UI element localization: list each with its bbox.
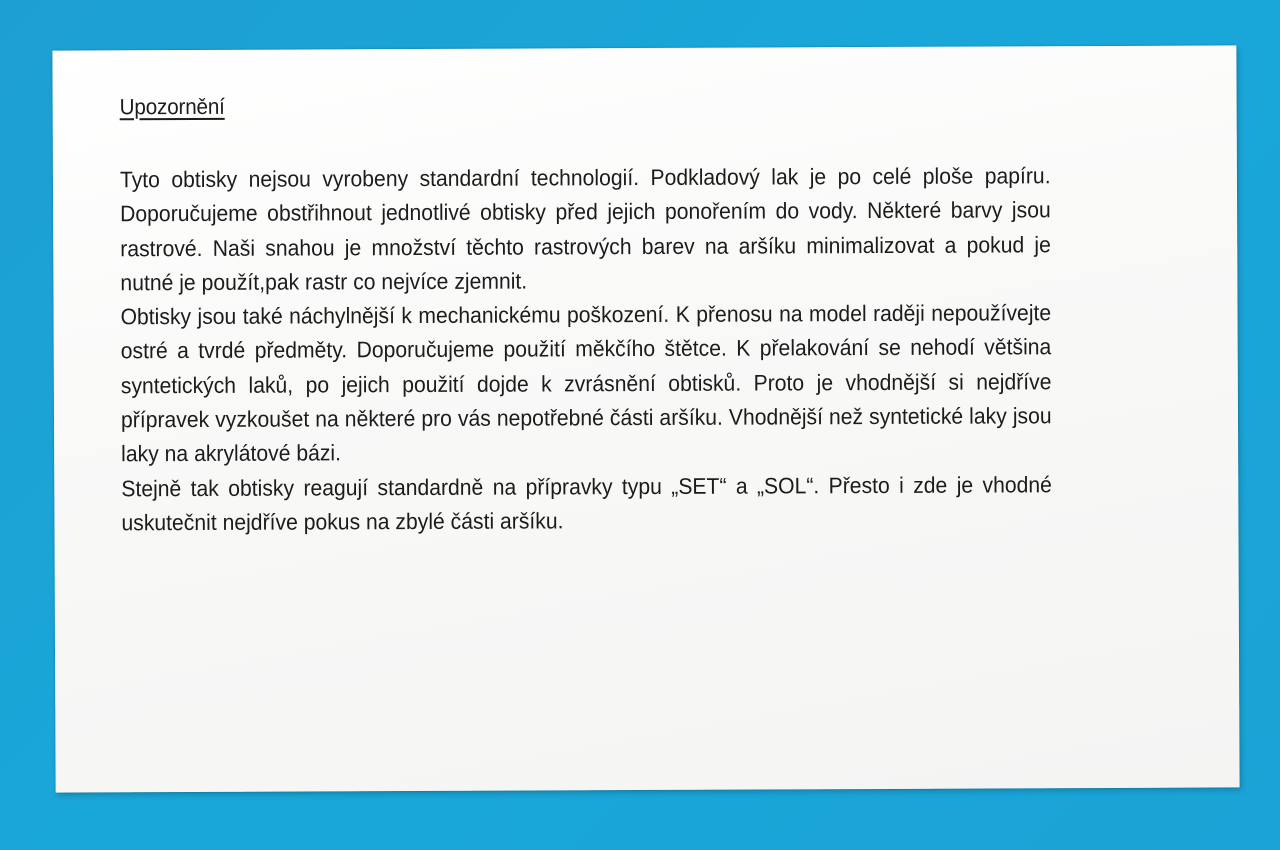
heading: Upozornění: [119, 93, 225, 120]
instruction-sheet: [52, 45, 1239, 792]
body-text: [120, 159, 1052, 540]
paragraph-1: Tyto obtisky nejsou vyrobeny standardní technologií. Podkladový lak je po celé ploše papíru. Doporučujeme obstřihnout jednotlivé obtisky před jejich ponořením do vody. Některé barvy jsou rastrové. Naši snahou je množství těchto rastrových barev na aršíku minimalizovat a pokud je nutné je použít,pak rastr co nejvíce zjemnit.: [119, 163, 1051, 296]
paragraph-2: Obtisky jsou také náchylnější k mechanickému poškození. K přenosu na model raději nepoužívejte ostré a tvrdé předměty. Doporučujeme použití měkčího štětce. K přelakování se nehodí většina syntetických laků, po jejich použití dojde k zvrásnění obtisků. Proto je vhodnější si nejdříve přípravek vyzkoušet na některé pro vás nepotřebné části aršíku. Vhodnější než syntetické laky jsou laky na akrylátové bázi.: [120, 300, 1052, 467]
paragraph-3: Stejně tak obtisky reagují standardně na přípravky typu „SET“ a „SOL“. Přesto i zde je vhodné uskutečnit nejdříve pokus na zbylé části aršíku.: [121, 471, 1052, 536]
